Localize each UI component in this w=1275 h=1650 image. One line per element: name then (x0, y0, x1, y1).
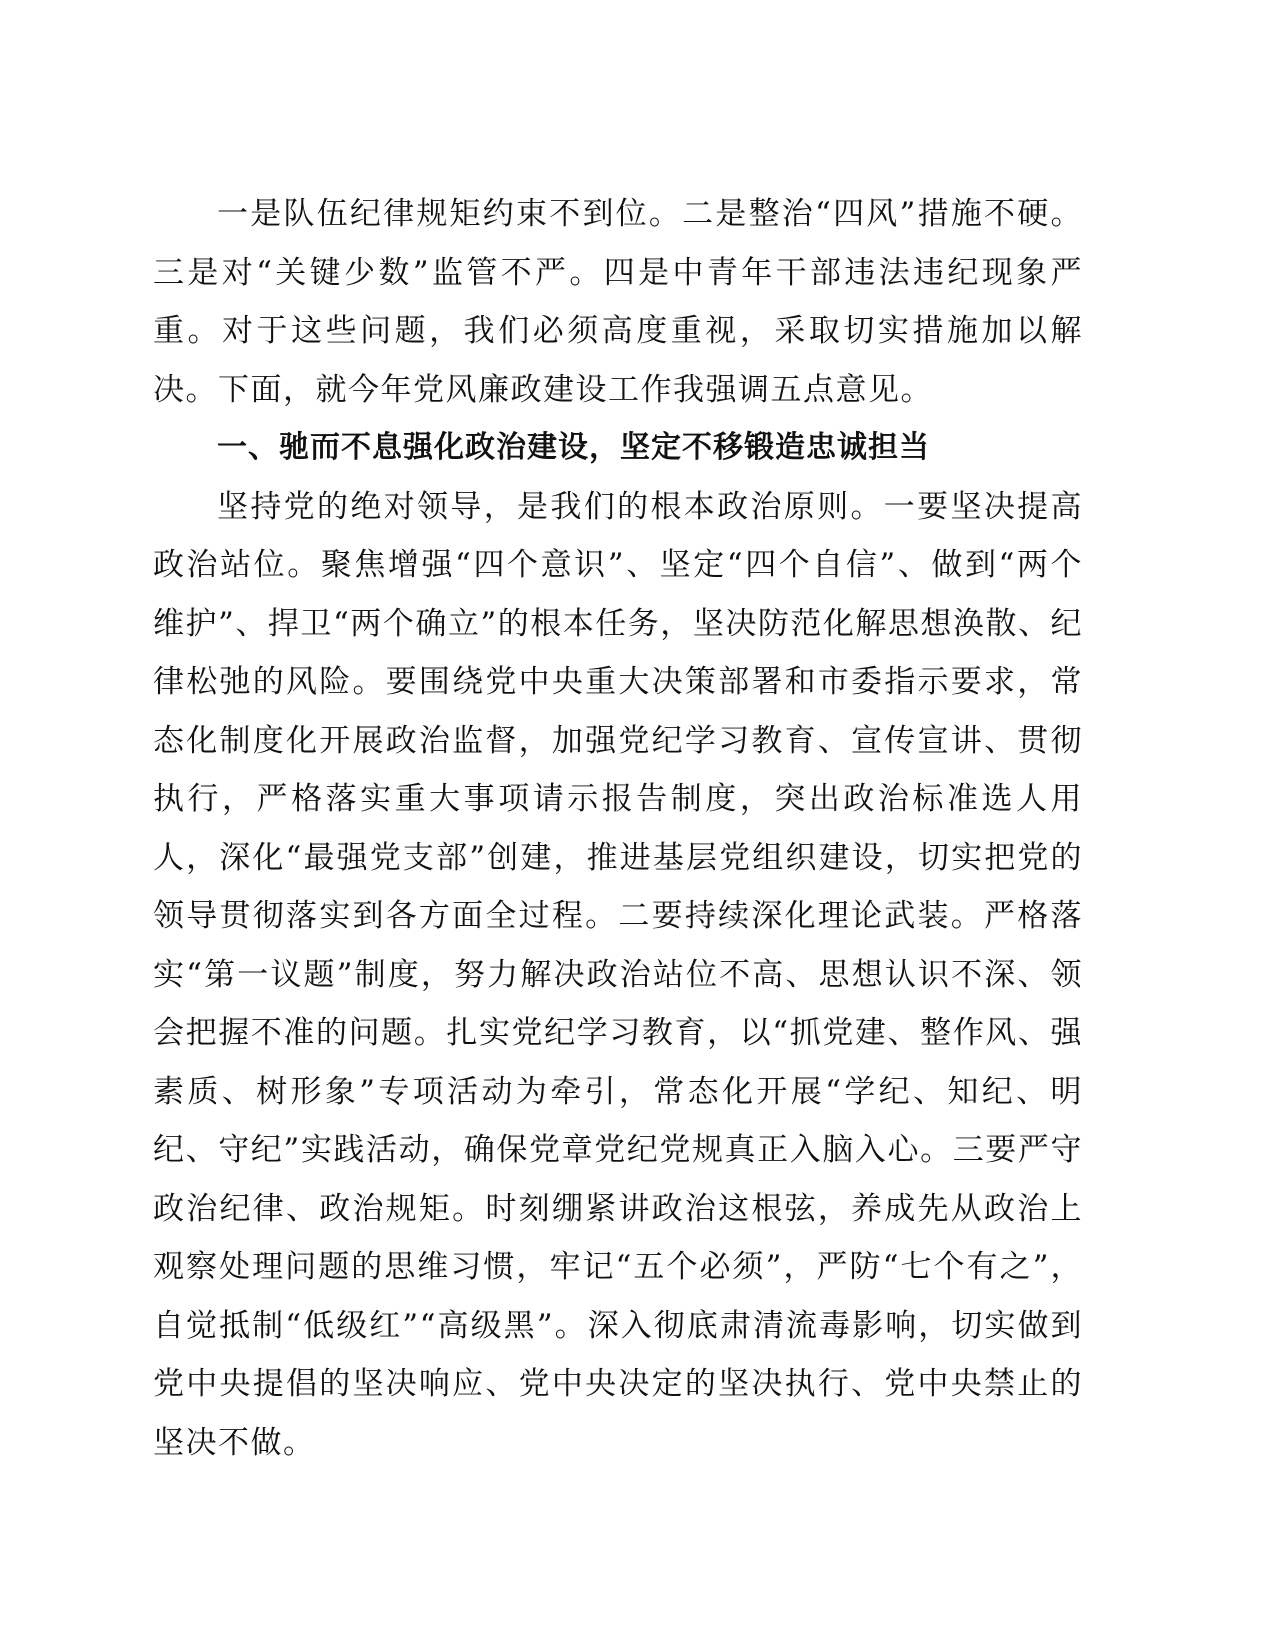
paragraph-problems-summary: 一是队伍纪律规矩约束不到位。二是整治“四风”措施不硬。三是对“关键少数”监管不严。四是中青年干部违法违纪现象严重。对于这些问题，我们必须高度重视，采取切实措施加以解决。下面，就今年党风廉政建设工作我强调五点意见。 (153, 196, 1083, 408)
document-body (153, 185, 1083, 1472)
paragraph-political-building: 坚持党的绝对领导，是我们的根本政治原则。一要坚决提高政治站位。聚焦增强“四个意识”、坚定“四个自信”、做到“两个维护”、捍卫“两个确立”的根本任务，坚决防范化解思想涣散、纪律松弛的风险。要围绕党中央重大决策部署和市委指示要求，常态化制度化开展政治监督，加强党纪学习教育、宣传宣讲、贯彻执行，严格落实重大事项请示报告制度，突出政治标准选人用人，深化“最强党支部”创建，推进基层党组织建设，切实把党的领导贯彻落实到各方面全过程。二要持续深化理论武装。严格落实“第一议题”制度，努力解决政治站位不高、思想认识不深、领会把握不准的问题。扎实党纪学习教育，以“抓党建、整作风、强素质、树形象”专项活动为牵引，常态化开展“学纪、知纪、明纪、守纪”实践活动，确保党章党纪党规真正入脑入心。三要严守政治纪律、政治规矩。时刻绷紧讲政治这根弦，养成先从政治上观察处理问题的思维习惯，牢记“五个必须”，严防“七个有之”，自觉抵制“低级红”“高级黑”。深入彻底肃清流毒影响，切实做到党中央提倡的坚决响应、党中央决定的坚决执行、党中央禁止的坚决不做。 (153, 488, 1083, 1461)
section-heading-political-building: 一、驰而不息强化政治建设，坚定不移锻造忠诚担当 (217, 430, 930, 465)
